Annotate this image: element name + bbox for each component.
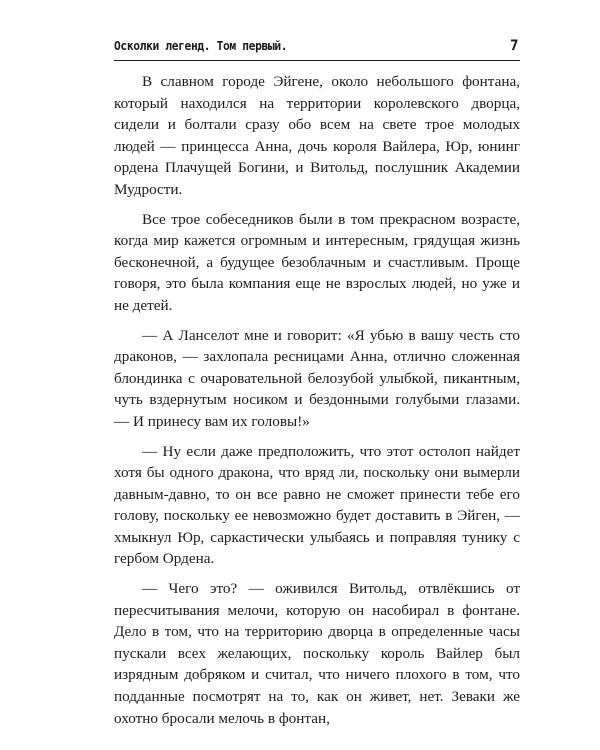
body-text (114, 71, 520, 729)
paragraph: — А Ланселот мне и говорит: «Я убью в вашу честь сто драконов, — захлопала ресницами Анна, отлично сложенная блондинка с очаровательной белозубой улыбкой, пикантным, чуть вздернутым носиком и бездонными голубыми глазами. — И принесу вам их головы!» (114, 326, 520, 430)
book-title: Осколки легенд. Том первый. (114, 38, 288, 53)
paragraph: — Чего это? — оживился Витольд, отвлёкшись от пересчитывания мелочи, которую он насобирал в фонтане. Дело в том, что на территорию дворца в определенные часы пускали всех желающих, поскольку король Вайлер был изрядным добряком и считал, что ничего плохого в том, что подданные посмотрят на то, как он живет, нет. Зеваки же охотно бросали мелочь в фонтан, (114, 580, 520, 727)
paragraph: В славном городе Эйгене, около небольшого фонтана, который находился на территории королевского дворца, сидели и болтали сразу обо всем на свете трое молодых людей — принцесса Анна, дочь короля Вайлера, Юр, юнинг ордена Плачущей Богини, и Витольд, послушник Академии Мудрости. (114, 73, 520, 198)
paragraph: Все трое собеседников были в том прекрасном возрасте, когда мир кажется огромным и интересным, грядущая жизнь бесконечной, а будущее безоблачным и счастливым. Проще говоря, это была компания еще не взрослых людей, но уже и не детей. (114, 210, 520, 314)
running-header (114, 38, 520, 61)
paragraph: — Ну если даже предположить, что этот остолоп найдет хотя бы одного дракона, что вряд ли, поскольку они вымерли давным-давно, то он все равно не сможет принести тебе его голову, поскольку ее невозможно будет доставить в Эйген, — хмыкнул Юр, саркастически улыбаясь и поправляя тунику с гербом Ордена. (114, 442, 520, 568)
book-page (114, 38, 520, 729)
page-number: 7 (509, 38, 518, 54)
